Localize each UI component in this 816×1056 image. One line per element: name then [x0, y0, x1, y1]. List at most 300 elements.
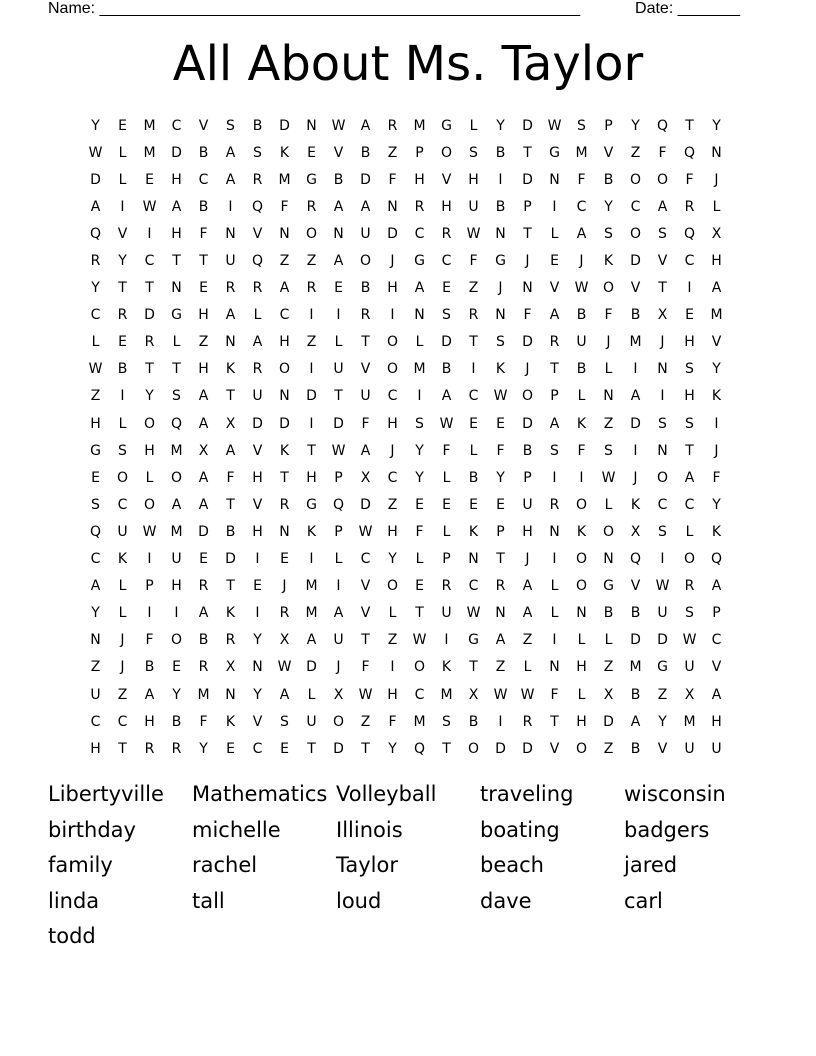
grid-letter: O [116, 469, 129, 486]
grid-letter: K [225, 361, 236, 378]
grid-letter: H [306, 469, 317, 486]
grid-letter: I [147, 605, 152, 622]
grid-letter: M [413, 117, 426, 134]
grid-letter: O [683, 551, 696, 568]
grid-letter: J [714, 171, 719, 188]
grid-letter: Z [387, 632, 398, 649]
grid-letter: O [629, 225, 642, 242]
grid-letter: Z [630, 144, 641, 161]
grid-letter: O [602, 523, 615, 540]
grid-letter: Z [495, 659, 506, 676]
grid-letter: S [658, 225, 667, 242]
grid-letter: D [306, 388, 317, 405]
grid-letter: O [575, 551, 588, 568]
grid-letter: R [144, 334, 155, 351]
grid-letter: G [306, 171, 317, 188]
grid-letter: Q [683, 144, 696, 161]
grid-letter: E [145, 171, 154, 188]
grid-letter: N [414, 307, 425, 324]
grid-letter: S [550, 442, 559, 459]
grid-letter: W [493, 388, 508, 405]
grid-letter: B [468, 713, 479, 730]
grid-letter: T [523, 225, 532, 242]
grid-letter: N [657, 361, 668, 378]
grid-letter: C [468, 388, 479, 405]
grid-letter: O [467, 740, 480, 757]
grid-letter: R [522, 713, 533, 730]
grid-letter: H [387, 686, 398, 703]
grid-letter: V [630, 280, 641, 297]
grid-letter: B [360, 144, 371, 161]
grid-letter: T [334, 388, 343, 405]
grid-letter: T [685, 442, 694, 459]
grid-letter: K [603, 253, 614, 270]
grid-letter: E [442, 280, 451, 297]
grid-letter: L [118, 578, 127, 595]
grid-letter: F [388, 713, 397, 730]
grid-letter: X [657, 307, 668, 324]
grid-letter: Y [415, 469, 424, 486]
grid-letter: N [711, 144, 722, 161]
grid-letter: D [144, 307, 155, 324]
grid-letter: R [414, 198, 425, 215]
grid-letter: Y [199, 740, 208, 757]
grid-letter: W [547, 117, 562, 134]
grid-letter: D [171, 144, 182, 161]
grid-letter: A [333, 605, 344, 622]
grid-letter: C [360, 551, 371, 568]
grid-letter: I [660, 388, 665, 405]
grid-letter: Y [91, 280, 100, 297]
grid-letter: L [442, 469, 451, 486]
grid-letter: U [441, 605, 452, 622]
grid-letter: L [118, 415, 127, 432]
grid-letter: P [604, 117, 613, 134]
grid-letter: P [550, 388, 559, 405]
grid-letter: L [334, 551, 343, 568]
grid-letter: I [336, 307, 341, 324]
grid-letter: B [360, 280, 371, 297]
grid-letter: L [388, 605, 397, 622]
word-list-item: tall [192, 888, 225, 913]
grid-letter: V [630, 578, 641, 595]
word-list-item: Mathematics [192, 782, 328, 806]
grid-letter: D [90, 171, 101, 188]
grid-letter: L [415, 551, 424, 568]
grid-letter: J [390, 253, 395, 270]
grid-letter: P [442, 551, 451, 568]
grid-letter: O [305, 225, 318, 242]
grid-letter: H [711, 253, 722, 270]
grid-letter: D [495, 740, 506, 757]
grid-letter: T [361, 334, 370, 351]
grid-letter: G [603, 578, 614, 595]
grid-letter: Q [89, 225, 102, 242]
grid-letter: N [549, 659, 560, 676]
grid-letter: N [603, 551, 614, 568]
grid-letter: E [415, 496, 424, 513]
grid-letter: C [144, 253, 155, 270]
grid-letter: R [171, 740, 182, 757]
grid-letter: A [90, 198, 101, 215]
grid-letter: N [252, 659, 263, 676]
grid-letter: S [469, 144, 478, 161]
grid-letter: A [171, 496, 182, 513]
word-list-item: rachel [192, 853, 258, 878]
grid-letter: M [305, 578, 318, 595]
grid-letter: A [252, 334, 263, 351]
word-list-item: todd [48, 924, 96, 949]
grid-letter: M [197, 686, 210, 703]
grid-letter: B [171, 713, 182, 730]
grid-letter: B [630, 307, 641, 324]
grid-letter: U [522, 496, 533, 513]
grid-letter: C [117, 713, 128, 730]
grid-letter: N [279, 523, 290, 540]
grid-letter: H [468, 171, 479, 188]
word-list-item: beach [480, 853, 544, 878]
word-list-item: dave [480, 888, 532, 913]
grid-letter: T [469, 334, 478, 351]
word-list-item: Illinois [336, 817, 403, 842]
grid-letter: N [171, 280, 182, 297]
grid-letter: R [441, 225, 452, 242]
grid-letter: H [414, 171, 425, 188]
grid-letter: F [496, 442, 505, 459]
grid-letter: L [550, 605, 559, 622]
grid-letter: O [575, 578, 588, 595]
grid-letter: Y [253, 686, 262, 703]
grid-letter: C [252, 740, 263, 757]
grid-letter: F [442, 442, 451, 459]
grid-letter: X [198, 442, 209, 459]
grid-letter: I [147, 551, 152, 568]
grid-letter: Y [658, 713, 667, 730]
word-list-item: family [48, 853, 113, 878]
page-title: All About Ms. Taylor [172, 36, 644, 92]
grid-letter: R [306, 198, 317, 215]
grid-letter: Q [656, 117, 669, 134]
grid-letter: N [90, 632, 101, 649]
grid-letter: Z [468, 280, 479, 297]
grid-letter: T [280, 469, 289, 486]
grid-letter: C [630, 198, 641, 215]
grid-letter: U [360, 225, 371, 242]
grid-letter: L [712, 198, 721, 215]
grid-letter: E [415, 578, 424, 595]
grid-letter: F [415, 523, 424, 540]
grid-letter: F [226, 469, 235, 486]
grid-letter: X [333, 686, 344, 703]
grid-letter: Z [306, 334, 317, 351]
grid-letter: E [469, 415, 478, 432]
grid-letter: F [604, 307, 613, 324]
grid-letter: L [307, 686, 316, 703]
grid-letter: X [684, 686, 695, 703]
grid-letter: W [520, 686, 535, 703]
grid-letter: R [225, 280, 236, 297]
grid-letter: I [552, 469, 557, 486]
grid-letter: B [198, 632, 209, 649]
grid-letter: U [468, 198, 479, 215]
grid-letter: Z [657, 686, 668, 703]
grid-letter: I [255, 551, 260, 568]
grid-letter: F [712, 469, 721, 486]
grid-letter: P [523, 469, 532, 486]
grid-letter: O [386, 361, 399, 378]
grid-letter: R [549, 496, 560, 513]
grid-letter: K [468, 523, 479, 540]
grid-letter: H [711, 713, 722, 730]
grid-letter: B [495, 144, 506, 161]
grid-letter: Z [117, 686, 128, 703]
grid-letter: V [549, 740, 560, 757]
grid-letter: L [442, 523, 451, 540]
grid-letter: Y [712, 496, 721, 513]
grid-letter: U [225, 253, 236, 270]
grid-letter: X [225, 659, 236, 676]
grid-letter: O [332, 713, 345, 730]
grid-letter: W [466, 605, 481, 622]
grid-letter: M [170, 523, 183, 540]
grid-letter: J [498, 280, 503, 297]
grid-letter: W [466, 225, 481, 242]
grid-letter: V [711, 659, 722, 676]
grid-letter: O [170, 632, 183, 649]
grid-letter: U [684, 740, 695, 757]
grid-letter: I [444, 632, 449, 649]
grid-letter: D [225, 551, 236, 568]
grid-letter: W [358, 523, 373, 540]
grid-letter: I [255, 605, 260, 622]
grid-letter: N [225, 686, 236, 703]
grid-letter: E [334, 280, 343, 297]
grid-letter: Z [306, 253, 317, 270]
grid-letter: B [198, 198, 209, 215]
grid-letter: V [117, 225, 128, 242]
grid-letter: B [198, 144, 209, 161]
grid-letter: Y [712, 361, 721, 378]
grid-letter: L [577, 686, 586, 703]
grid-letter: A [279, 280, 290, 297]
grid-letter: W [412, 632, 427, 649]
grid-letter: X [630, 523, 641, 540]
grid-letter: V [360, 605, 371, 622]
grid-letter: D [522, 415, 533, 432]
grid-letter: D [306, 659, 317, 676]
grid-letter: A [360, 442, 371, 459]
grid-letter: N [333, 225, 344, 242]
grid-letter: I [498, 171, 503, 188]
grid-letter: G [468, 632, 479, 649]
grid-letter: V [198, 117, 209, 134]
grid-letter: I [660, 551, 665, 568]
grid-letter: L [334, 334, 343, 351]
grid-letter: T [442, 740, 451, 757]
grid-letter: Y [631, 117, 640, 134]
grid-letter: I [390, 307, 395, 324]
grid-letter: P [415, 144, 424, 161]
grid-letter: X [468, 686, 479, 703]
grid-letter: D [630, 253, 641, 270]
grid-letter: S [658, 415, 667, 432]
grid-letter: Y [91, 117, 100, 134]
grid-letter: M [413, 713, 426, 730]
grid-letter: D [522, 117, 533, 134]
grid-letter: X [279, 632, 290, 649]
grid-letter: J [633, 469, 638, 486]
grid-letter: E [550, 253, 559, 270]
grid-letter: N [225, 334, 236, 351]
grid-letter: D [522, 334, 533, 351]
grid-letter: M [305, 605, 318, 622]
grid-letter: Z [90, 388, 101, 405]
grid-letter: F [577, 442, 586, 459]
grid-letter: A [198, 469, 209, 486]
grid-letter: O [386, 578, 399, 595]
grid-letter: J [390, 442, 395, 459]
grid-letter: Y [496, 117, 505, 134]
grid-letter: O [413, 659, 426, 676]
grid-letter: Y [415, 442, 424, 459]
grid-letter: Z [90, 659, 101, 676]
grid-letter: S [577, 117, 586, 134]
grid-letter: I [120, 388, 125, 405]
grid-letter: N [279, 388, 290, 405]
grid-letter: R [90, 253, 101, 270]
grid-letter: H [684, 334, 695, 351]
grid-letter: B [468, 469, 479, 486]
grid-letter: O [629, 171, 642, 188]
grid-letter: V [603, 144, 614, 161]
grid-letter: Z [603, 659, 614, 676]
grid-letter: G [657, 659, 668, 676]
grid-letter: T [550, 361, 559, 378]
grid-letter: X [603, 686, 614, 703]
grid-letter: F [577, 171, 586, 188]
grid-letter: F [469, 253, 478, 270]
grid-letter: O [656, 469, 669, 486]
grid-letter: L [118, 605, 127, 622]
grid-letter: S [685, 415, 694, 432]
grid-letter: W [601, 469, 616, 486]
grid-letter: A [225, 144, 236, 161]
grid-letter: I [147, 225, 152, 242]
grid-letter: V [360, 361, 371, 378]
grid-letter: Y [172, 686, 181, 703]
grid-letter: H [522, 523, 533, 540]
grid-letter: R [684, 578, 695, 595]
grid-letter: R [684, 198, 695, 215]
grid-letter: H [387, 280, 398, 297]
grid-letter: I [417, 388, 422, 405]
grid-letter: B [495, 198, 506, 215]
grid-letter: B [225, 523, 236, 540]
grid-letter: S [604, 442, 613, 459]
grid-letter: B [117, 361, 128, 378]
grid-letter: I [309, 307, 314, 324]
grid-letter: R [144, 740, 155, 757]
grid-letter: A [198, 496, 209, 513]
grid-letter: C [657, 496, 668, 513]
word-list-item: Volleyball [336, 782, 437, 806]
grid-letter: K [711, 388, 722, 405]
grid-letter: N [306, 117, 317, 134]
grid-letter: E [226, 740, 235, 757]
grid-letter: A [549, 415, 560, 432]
grid-letter: S [658, 523, 667, 540]
grid-letter: F [550, 686, 559, 703]
grid-letter: U [117, 523, 128, 540]
grid-letter: T [226, 496, 235, 513]
grid-letter: D [657, 632, 668, 649]
grid-letter: L [469, 442, 478, 459]
grid-letter: M [413, 361, 426, 378]
date-field: Date: _______ [635, 0, 740, 17]
grid-letter: O [143, 496, 156, 513]
grid-letter: V [441, 171, 452, 188]
grid-letter: I [309, 361, 314, 378]
grid-letter: E [496, 496, 505, 513]
grid-letter: Y [91, 605, 100, 622]
grid-letter: R [252, 361, 263, 378]
grid-letter: U [657, 605, 668, 622]
grid-letter: K [279, 442, 290, 459]
grid-letter: K [441, 659, 452, 676]
grid-letter: U [252, 388, 263, 405]
grid-letter: M [440, 686, 453, 703]
grid-letter: L [253, 307, 262, 324]
grid-letter: Z [387, 144, 398, 161]
word-list-item: jared [624, 853, 678, 878]
grid-letter: A [711, 686, 722, 703]
grid-letter: C [711, 632, 722, 649]
grid-letter: F [388, 171, 397, 188]
grid-letter: T [118, 280, 127, 297]
grid-letter: A [225, 307, 236, 324]
grid-letter: C [198, 171, 209, 188]
grid-letter: X [225, 415, 236, 432]
grid-letter: R [198, 578, 209, 595]
name-field: Name: ______________________________________________________ [48, 0, 581, 17]
grid-letter: B [252, 117, 263, 134]
grid-letter: R [279, 605, 290, 622]
grid-letter: A [711, 280, 722, 297]
grid-letter: D [279, 117, 290, 134]
grid-letter: K [306, 523, 317, 540]
grid-letter: D [387, 225, 398, 242]
grid-letter: A [576, 225, 587, 242]
grid-letter: R [468, 307, 479, 324]
grid-letter: D [630, 632, 641, 649]
grid-letter: N [549, 523, 560, 540]
grid-letter: Q [251, 198, 264, 215]
grid-letter: O [575, 740, 588, 757]
grid-letter: C [684, 253, 695, 270]
grid-letter: B [630, 740, 641, 757]
grid-letter: A [171, 198, 182, 215]
grid-letter: W [88, 361, 103, 378]
grid-letter: N [549, 171, 560, 188]
grid-letter: R [198, 659, 209, 676]
grid-letter: O [656, 171, 669, 188]
grid-letter: S [172, 388, 181, 405]
grid-letter: V [657, 253, 668, 270]
grid-letter: Y [145, 388, 154, 405]
grid-letter: B [333, 171, 344, 188]
word-list-item: traveling [480, 782, 574, 806]
grid-letter: I [552, 198, 557, 215]
